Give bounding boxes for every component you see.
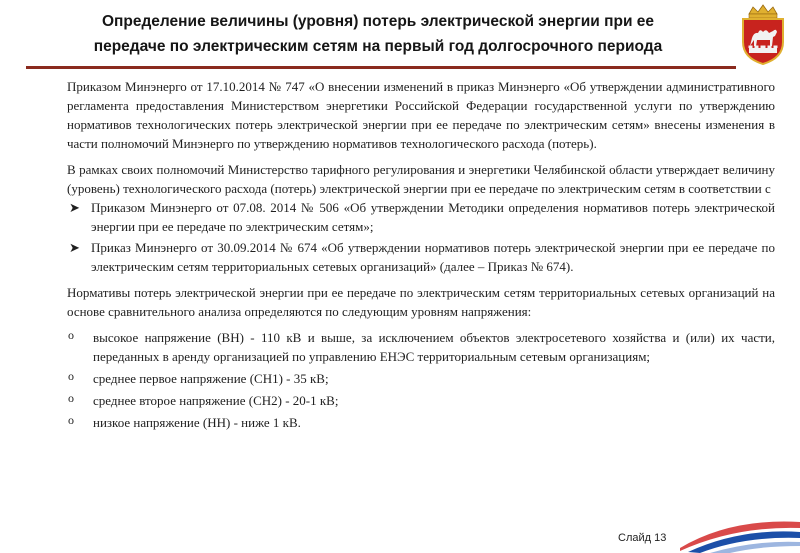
arrow-list — [67, 198, 775, 276]
slide-number: Слайд 13 — [618, 532, 667, 544]
list-item-text: Приказом Минэнерго от 07.08. 2014 № 506 «Об утверждении Методики определения нормативов потерь электрической энергии при ее передаче по электрическим сетям»; — [91, 200, 775, 234]
voltage-level-list — [67, 328, 775, 432]
circle-bullet-icon: o — [68, 391, 74, 405]
list-item — [67, 391, 775, 410]
header-divider — [26, 66, 736, 69]
list-item — [67, 198, 775, 236]
list-item — [67, 238, 775, 276]
title-line-2: передаче по электрическим сетям на первый год долгосрочного периода — [93, 38, 663, 55]
slide-title — [28, 9, 728, 59]
circle-bullet-icon: o — [68, 369, 74, 383]
circle-bullet-icon: o — [68, 328, 74, 342]
arrow-bullet-icon: ➤ — [69, 200, 80, 215]
list-item-text: среднее второе напряжение (СН2) - 20-1 кВ; — [93, 393, 339, 408]
circle-bullet-icon: o — [68, 413, 74, 427]
list-item — [67, 369, 775, 388]
list-item-text: Приказ Минэнерго от 30.09.2014 № 674 «Об утверждении нормативов потерь электрической энергии при ее передаче по электрическим сетям территориальных сетевых организаций» (далее – Приказ № 674). — [91, 240, 775, 274]
list-item-text: среднее первое напряжение (СН1) - 35 кВ; — [93, 371, 329, 386]
list-item-text: низкое напряжение (НН) - ниже 1 кВ. — [93, 415, 301, 430]
paragraph-norms: Нормативы потерь электрической энергии при ее передаче по электрическим сетям территориальных сетевых организаций на основе сравнительного анализа определяются по следующим уровням напряжения: — [67, 285, 775, 319]
slide-header — [0, 0, 800, 66]
coat-of-arms-icon — [735, 4, 791, 66]
title-line-1: Определение величины (уровня) потерь электрической энергии при ее — [101, 13, 655, 30]
flag-swoosh-icon — [680, 508, 800, 553]
paragraph-ministry-powers: В рамках своих полномочий Министерство тарифного регулирования и энергетики Челябинской области утверждает величину (уровень) технологического расхода (потерь) электрической энергии при ее передаче по электрическим сетям в соответствии с — [67, 162, 775, 196]
arrow-bullet-icon: ➤ — [69, 240, 80, 255]
list-item-text: высокое напряжение (ВН) - 110 кВ и выше, за исключением объектов электросетевого хозяйства и (или) их части, переданных в аренду организацией по управлению ЕНЭС территориальным сетевым организациям; — [93, 330, 775, 364]
list-item — [67, 413, 775, 432]
paragraph-order-747: Приказом Минэнерго от 17.10.2014 № 747 «О внесении изменений в приказ Минэнерго «Об утверждении административного регламента предоставления Министерством энергетики Российской Федерации государственной услуги по утверждению нормативов технологических потерь электрической энергии при ее передаче по электрическим сетям» внесены изменения в части полномочий Минэнерго по утверждению нормативов технологического расхода (потерь). — [67, 79, 775, 151]
slide-body — [67, 77, 775, 435]
list-item — [67, 328, 775, 366]
